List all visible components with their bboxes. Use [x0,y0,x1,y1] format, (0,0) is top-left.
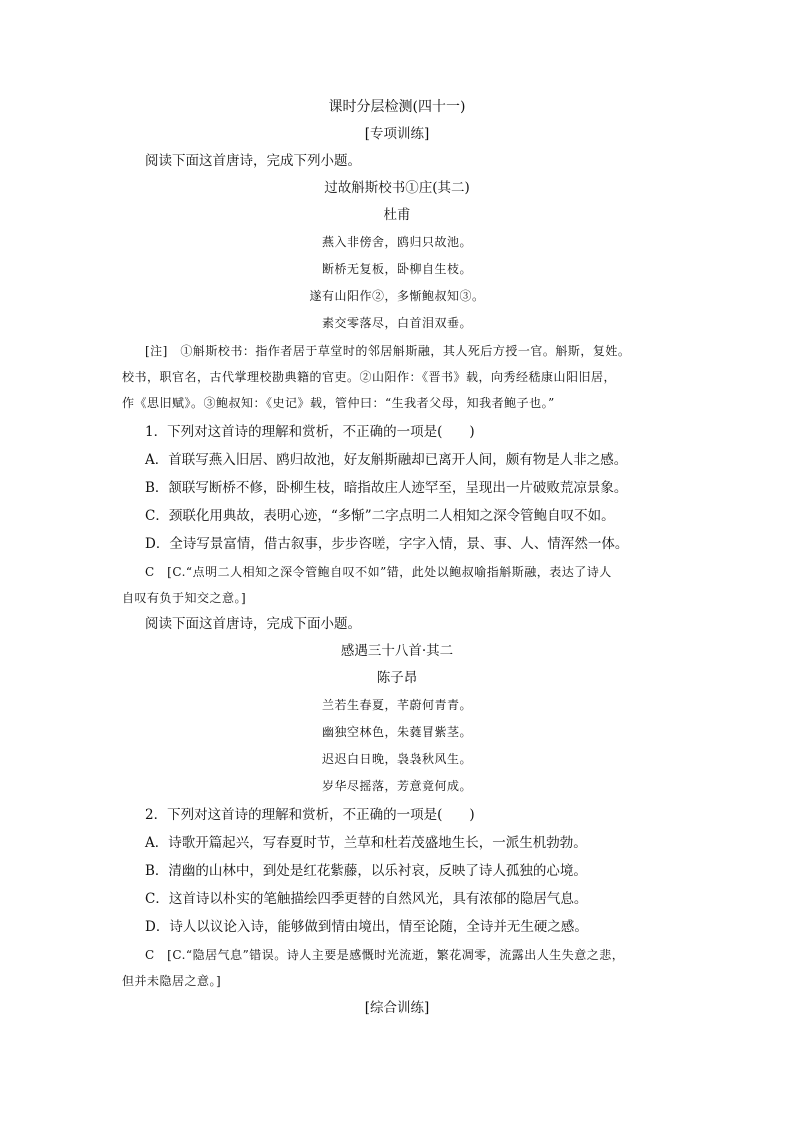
poem1-author: 杜甫 [383,207,411,223]
poem2-line: 岁华尽摇落，芳意竟何成。 [321,779,472,793]
section-heading-comprehensive: [综合训练] [364,1000,430,1016]
poem2-title: 感遇三十八首·其二 [340,643,454,659]
question-2-option-d: D．诗人以议论入诗，能够做到情由境出，情至论随，全诗并无生硬之感。 [145,919,588,935]
question-2-answer: C [C.“隐居气息”错误。诗人主要是感慨时光流逝，繁花凋零，流露出人生失意之悲， [145,948,625,962]
question-1-stem: 1．下列对这首诗的理解和赏析，不正确的一项是( ) [145,424,475,440]
question-1-answer: C [C.“点明二人相知之深令管鲍自叹不如”错，此处以鲍叔喻指斛斯融，表达了诗人 [145,565,612,579]
poem2-line: 兰若生春夏，芊蔚何青青。 [321,698,472,712]
poem1-line: 素交零落尽，白首泪双垂。 [321,316,472,330]
page-title: 课时分层检测(四十一) [328,99,466,115]
poem1-note-line: 作《思旧赋》。③鲍叔知：《史记》载，管仲曰：“生我者父母，知我者鲍子也。” [122,396,555,410]
poem2-author: 陈子昂 [376,670,418,686]
poem2-line: 迟迟白日晚，袅袅秋风生。 [321,752,472,766]
section-heading-special: [专项训练] [364,126,430,142]
question-2-option-c: C．这首诗以朴实的笔触描绘四季更替的自然风光，具有浓郁的隐居气息。 [145,891,588,907]
question-1-option-c: C．颈联化用典故，表明心迹，“多惭”二字点明二人相知之深令管鲍自叹不如。 [145,508,615,524]
poem1-line: 断桥无复板，卧柳自生枝。 [321,262,472,276]
question-2-option-a: A．诗歌开篇起兴，写春夏时节，兰草和杜若茂盛地生长，一派生机勃勃。 [145,835,587,851]
poem2-line: 幽独空林色，朱蕤冒紫茎。 [321,725,472,739]
question-2-stem: 2．下列对这首诗的理解和赏析，不正确的一项是( ) [145,807,475,823]
reading-instruction-2: 阅读下面这首唐诗，完成下面小题。 [145,616,361,632]
poem1-title: 过故斛斯校书①庄(其二) [324,180,470,196]
question-2-option-b: B．清幽的山林中，到处是红花紫藤，以乐衬哀，反映了诗人孤独的心境。 [145,863,587,879]
poem1-line: 遂有山阳作②，多惭鲍叔知③。 [309,289,485,303]
question-1-option-d: D．全诗写景富情，借古叙事，步步咨嗟，字字入情，景、事、人、情浑然一体。 [145,536,629,552]
poem1-note-line: [注] ①斛斯校书：指作者居于草堂时的邻居斛斯融，其人死后方授一官。斛斯，复姓。 [145,344,631,358]
reading-instruction-1: 阅读下面这首唐诗，完成下列小题。 [145,153,361,169]
poem1-note-line: 校书，职官名，古代掌理校勘典籍的官吏。②山阳作：《晋书》载，向秀经嵇康山阳旧居， [122,370,617,384]
question-2-answer-cont: 但并未隐居之意。] [122,974,222,988]
question-1-option-a: A．首联写燕入旧居、鸥归故池，好友斛斯融却已离开人间，颇有物是人非之感。 [145,452,628,468]
poem1-line: 燕入非傍舍，鸥归只故池。 [321,235,472,249]
question-1-option-b: B．颔联写断桥不修，卧柳生枝，暗指故庄人迹罕至，呈现出一片破败荒凉景象。 [145,480,628,496]
question-1-answer-cont: 自叹有负于知交之意。] [122,591,247,605]
